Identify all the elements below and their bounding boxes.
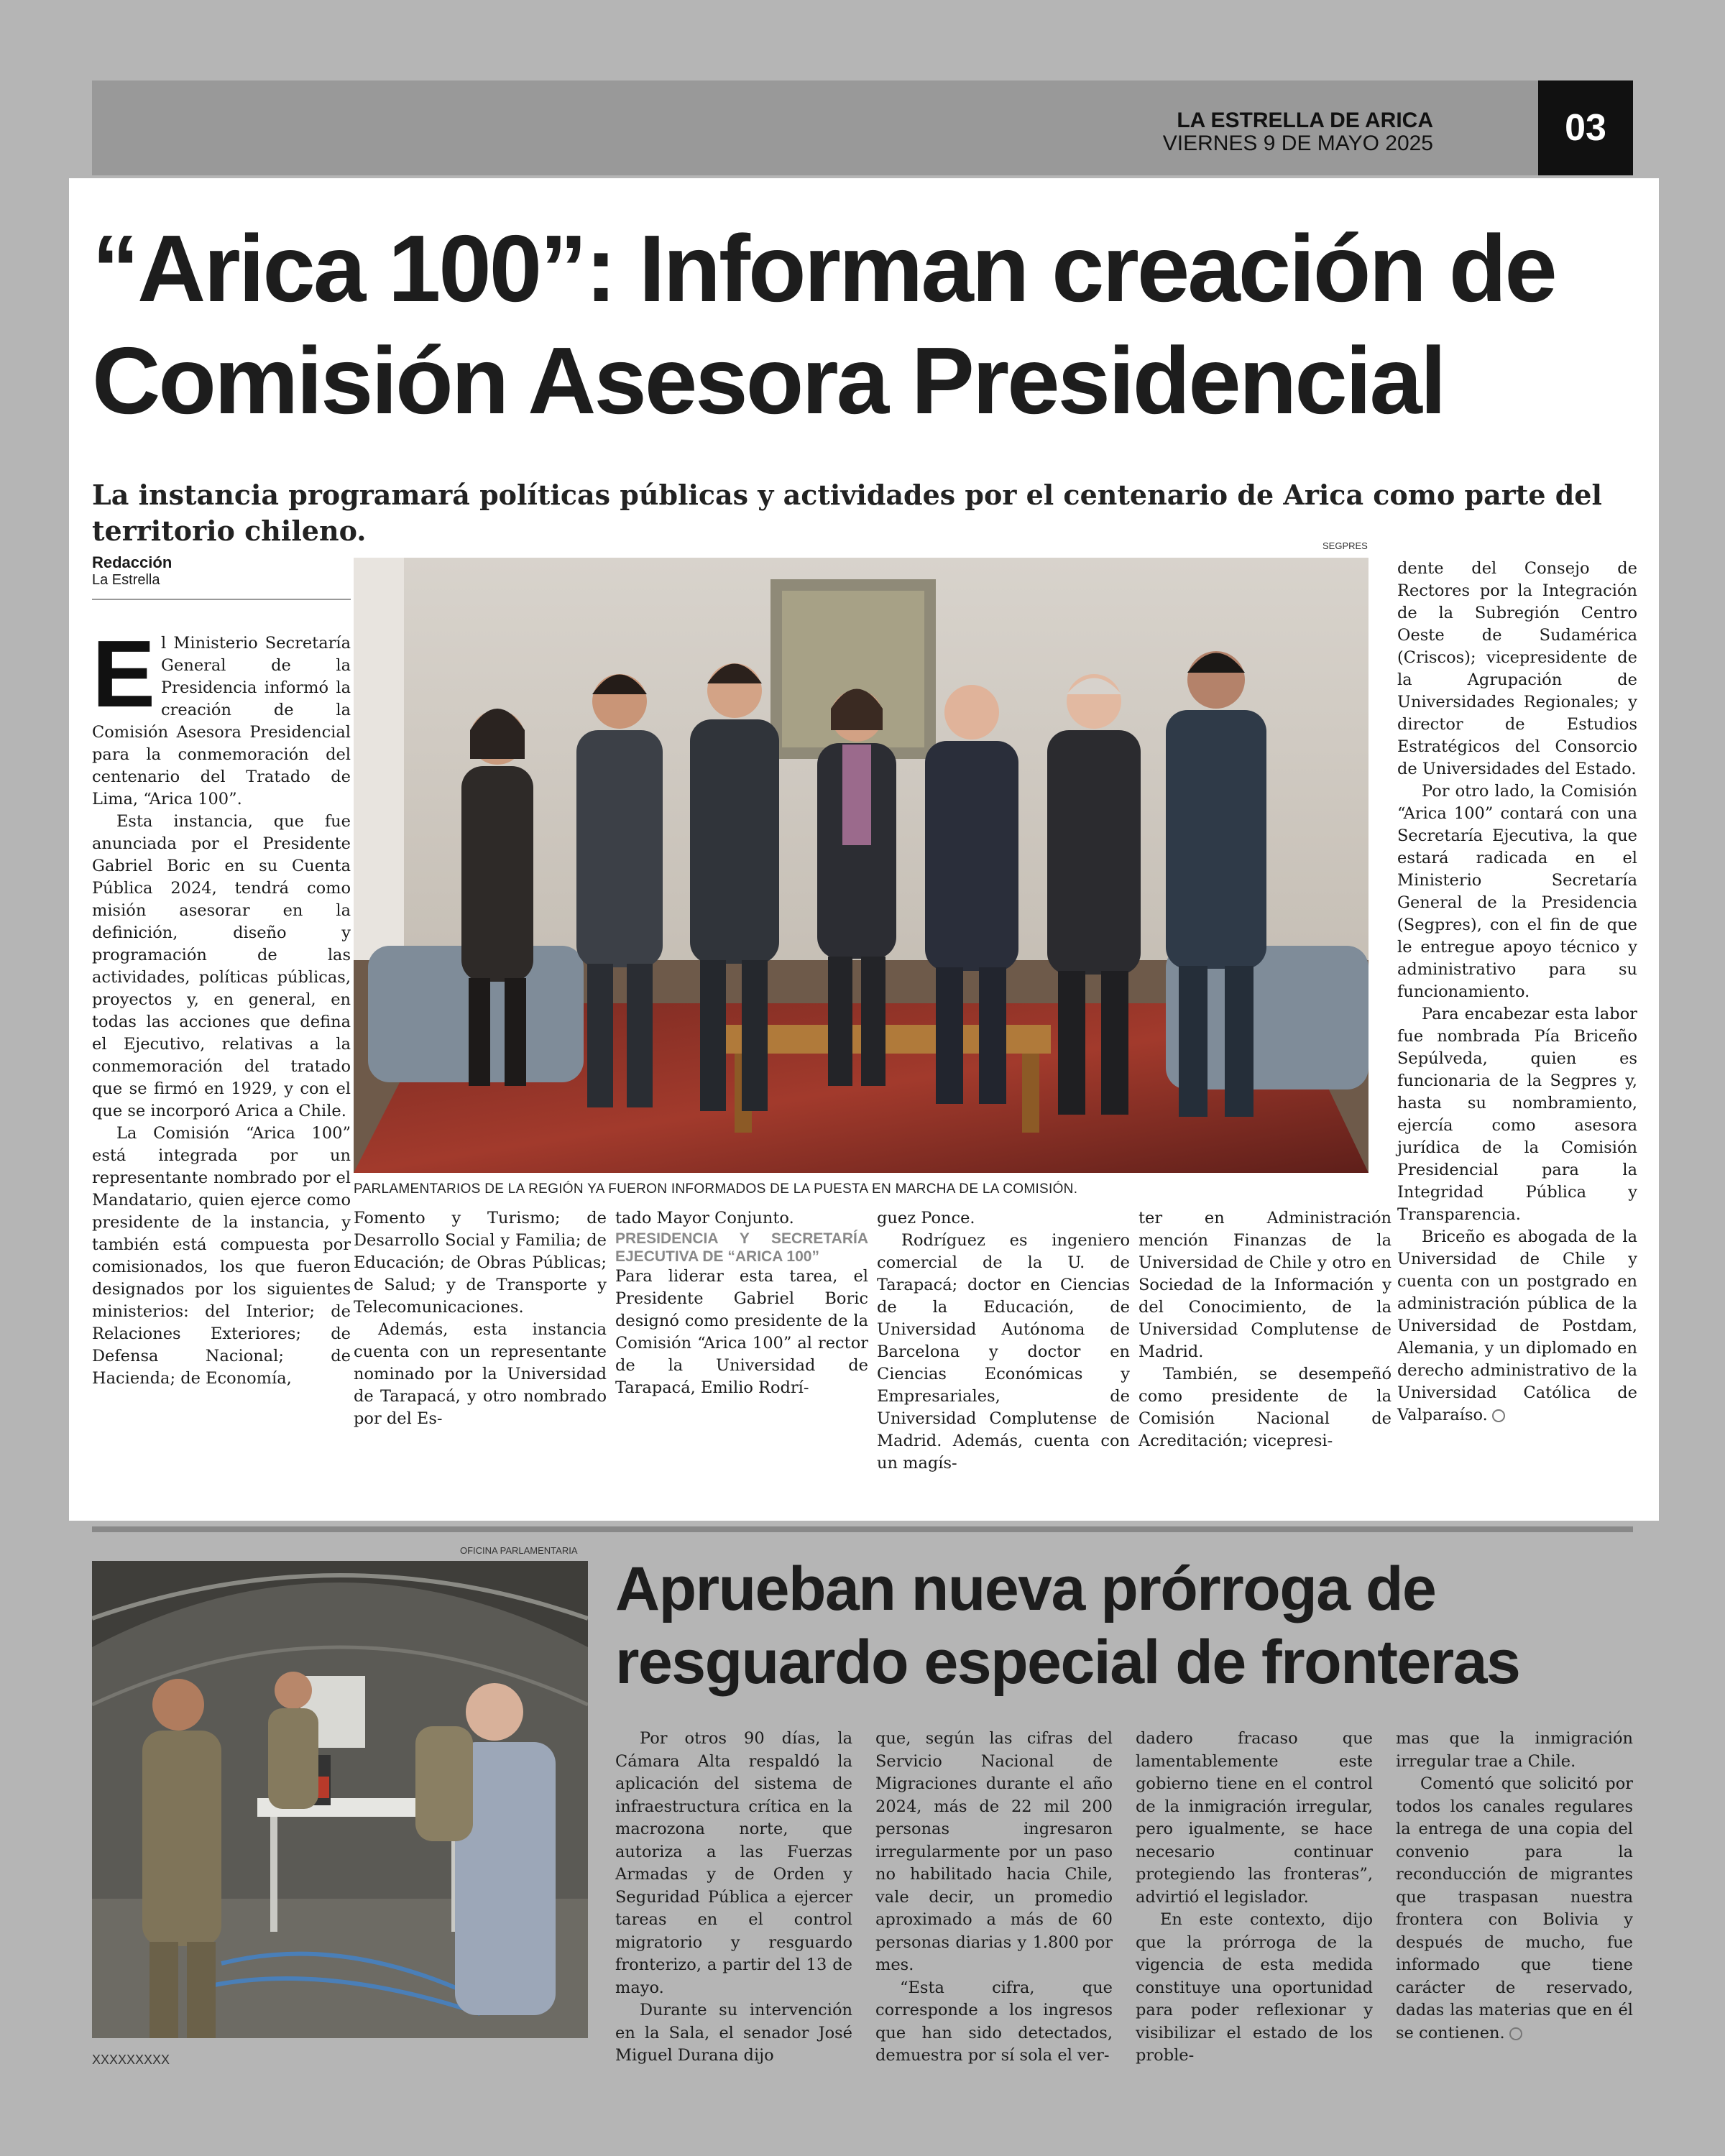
- end-mark-icon: [1509, 2027, 1522, 2040]
- photo-caption: PARLAMENTARIOS DE LA REGIÓN YA FUERON INFORMADOS DE LA PUESTA EN MARCHA DE LA COMISIÓN.: [354, 1181, 1078, 1197]
- paragraph: Fomento y Turismo; de Desarrollo Social y Familia; de Educación; de Obras Públicas; de Salud; y de Transporte y Telecomunicaciones.: [354, 1209, 607, 1317]
- publication-info: [1163, 109, 1433, 155]
- paragraph-text: Comentó que solicitó por todos los canales regulares la entrega de una copia del convenio para la reconducción de migrantes que traspasan nuestra frontera con Bolivia y después de mucho, fue informado que tiene carácter de reservado, dadas las materias que en él se contienen.: [1396, 1774, 1633, 2042]
- group-photo-illustration: [354, 558, 1368, 1173]
- paragraph: ter en Administración mención Finanzas de la Universidad de Chile y otro en Sociedad de la Información y del Conocimiento, de la Universidad Complutense de Madrid.: [1138, 1209, 1392, 1361]
- photo2-caption: XXXXXXXXX: [92, 2053, 170, 2067]
- second-headline: Aprueban nueva prórroga de resguardo especial de fronteras: [615, 1554, 1520, 1697]
- drop-cap: E: [92, 621, 156, 727]
- paragraph: tado Mayor Conjunto.: [615, 1209, 794, 1227]
- paragraph: Rodríguez es ingeniero comercial de la U. de Tarapacá; doctor en Ciencias de la Educación, de Universidad Autónoma de Barcelona y doctor en Ciencias Económicas y Empresariales, de Universidad Complutense de Madrid. Además, cuenta con un magís-: [877, 1231, 1130, 1473]
- paragraph: Por otro lado, la Comisión “Arica 100” contará con una Secretaría Ejecutiva, la que estará radicada en el Ministerio Secretaría General de la Presidencia (Segpres), con el fin de que le entregue apoyo técnico y administrativo para su funcionamiento.: [1397, 782, 1637, 1001]
- byline-outlet: La Estrella: [92, 572, 160, 588]
- second-column-1: [615, 1728, 852, 2068]
- border-control-photo: [92, 1561, 588, 2038]
- paragraph: dente del Consejo de Rectores por la Integración de la Subregión Centro Oeste de Sudamérica (Criscos); vicepresidente de la Agrupación de Universidades Regionales; y director de Estudios Estratégicos del Consorcio de Universidades del Estado.: [1397, 559, 1637, 778]
- border-control-photo-illustration: [92, 1561, 588, 2038]
- main-article: [69, 178, 1659, 1521]
- main-column-3: [615, 1207, 868, 1399]
- paragraph: dadero fracaso que lamentablemente este gobierno tiene en el control de la inmigración irregular, pero igualmente, se hace necesario continuar protegiendo las fronteras”, advirtió el legislador.: [1136, 1729, 1373, 1907]
- byline: [92, 553, 351, 600]
- group-photo: [354, 558, 1368, 1173]
- paragraph: mas que la inmigración irregular trae a Chile.: [1396, 1729, 1633, 1771]
- paragraph: Por otros 90 días, la Cámara Alta respaldó la aplicación del sistema de infraestructura crítica en la macrozona norte, que autoriza a las Fuerzas Armadas y de Orden y Seguridad Pública a ejercer tareas en el control migratorio y resguardo fronterizo, a partir del 13 de mayo.: [615, 1729, 852, 1997]
- publication-date: VIERNES 9 DE MAYO 2025: [1162, 132, 1433, 155]
- second-column-2: [875, 1728, 1113, 2068]
- page-number: 03: [1538, 80, 1633, 175]
- end-mark-icon: [1492, 1409, 1505, 1422]
- paragraph: que, según las cifras del Servicio Nacional de Migraciones durante el año 2024, más de 22 mil 200 personas ingresaron irregularmente por un paso no habilitado hacia Chile, vale decir, un promedio aproximado a más de 60 personas diarias y 1.800 por mes.: [875, 1729, 1113, 1974]
- paragraph: guez Ponce.: [877, 1209, 975, 1227]
- paragraph-text: Briceño es abogada de la Universidad de Chile y cuenta con un postgrado en administración pública de la Universidad de Postdam, Alemania, y un diplomado en derecho administrativo de la Universidad Católica de Valparaíso.: [1397, 1227, 1637, 1424]
- paragraph: “Esta cifra, que corresponde a los ingresos que han sido detectados, demuestra por sí sola el ver-: [875, 1978, 1113, 2065]
- second-column-4: [1396, 1728, 1633, 2045]
- main-column-6: [1397, 558, 1637, 1427]
- paragraph: Además, esta instancia cuenta con un representante nominado por la Universidad de Tarapacá, y otro nombrado por del Es-: [354, 1320, 607, 1428]
- paragraph: Para liderar esta tarea, el Presidente Gabriel Boric designó como presidente de la Comisión “Arica 100” al rector de la Universidad de Tarapacá, Emilio Rodrí-: [615, 1267, 868, 1397]
- main-column-4: [877, 1207, 1130, 1475]
- paragraph: l Ministerio Secretaría General de la Presidencia informó la creación de la Comisión Asesora Presidencial para la conmemoración del centenario del Tratado de Lima, “Arica 100”.: [92, 634, 351, 808]
- paragraph: Esta instancia, que fue anunciada por el Presidente Gabriel Boric en su Cuenta Pública 2024, tendrá como misión asesorar en la definición, diseño y programación de las actividades, políticas públicas, proyectos y, en general, en todas las acciones que defina el Ejecutivo, relativas a la conmemoración del tratado que se firmó en 1929, y con el que se incorporó Arica a Chile.: [92, 812, 351, 1120]
- paragraph: Durante su intervención en la Sala, el senador José Miguel Durana dijo: [615, 2001, 852, 2065]
- byline-name: Redacción: [92, 553, 172, 571]
- main-subheadline: La instancia programará políticas públicas y actividades por el centenario de Arica como parte del territorio chileno.: [92, 479, 1602, 547]
- paragraph: La Comisión “Arica 100” está integrada por un representante nombrado por el Mandatario, quien ejerce como presidente de la instancia, y también está compuesta por comisionados, los que fueron designados por los siguientes ministerios: del Interior; de Relaciones Exteriores; de Defensa Nacional; de Hacienda; de Economía,: [92, 1124, 351, 1388]
- main-column-2: [354, 1207, 607, 1430]
- paragraph: [1397, 1226, 1637, 1427]
- photo2-credit: OFICINA PARLAMENTARIA: [460, 1545, 578, 1556]
- main-column-5: [1138, 1207, 1392, 1452]
- paragraph: También, se desempeñó como presidente de la Comisión Nacional de Acreditación; vicepresi-: [1138, 1365, 1392, 1450]
- main-headline: “Arica 100”: Informan creación de Comisión Asesora Presidencial: [92, 216, 1555, 433]
- publication-name: LA ESTRELLA DE ARICA: [1177, 109, 1433, 132]
- paragraph: Para encabezar esta labor fue nombrada Pía Briceño Sepúlveda, quien es funcionaria de la Segpres y, hasta su nombramiento, ejercía como asesora jurídica de la Comisión Presidencial para la Integridad Pública y Transparencia.: [1397, 1005, 1637, 1224]
- paragraph: [1396, 1773, 1633, 2045]
- photo-credit: SEGPRES: [1322, 540, 1368, 551]
- second-column-3: [1136, 1728, 1373, 2068]
- paragraph: En este contexto, dijo que la prórroga de la vigencia de esta medida constituye una oportunidad para poder reflexionar y visibilizar el estado de los proble-: [1136, 1910, 1373, 2065]
- main-column-1: [92, 621, 351, 1390]
- page-header: [92, 80, 1633, 175]
- section-divider: [92, 1526, 1633, 1532]
- subsection-title: PRESIDENCIA Y SECRETARÍA EJECUTIVA DE “ARICA 100”: [615, 1230, 868, 1265]
